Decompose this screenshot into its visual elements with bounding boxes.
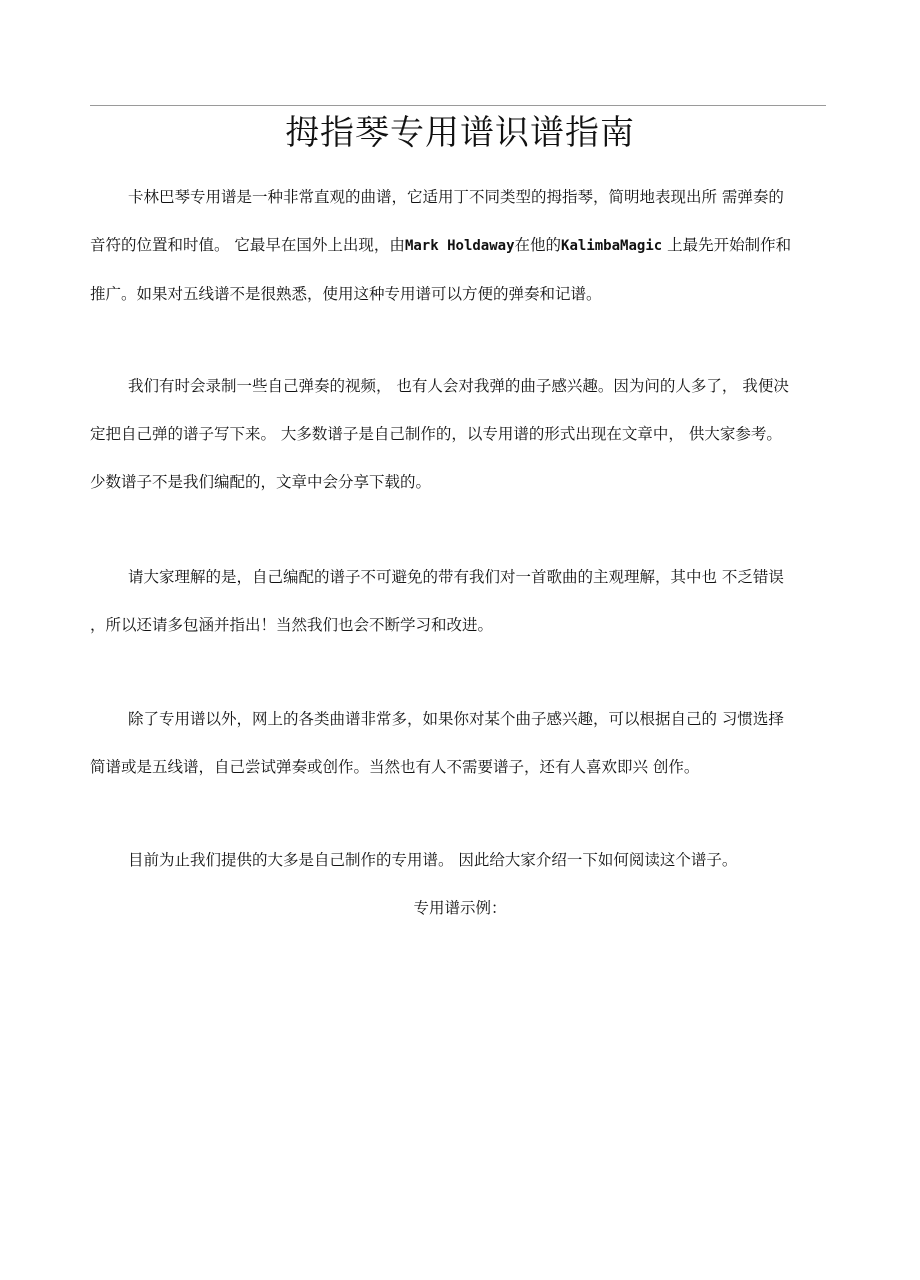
header-rule	[90, 105, 826, 106]
paragraph-line: 目前为止我们提供的大多是自己制作的专用谱。 因此给大家介绍一下如何阅读这个谱子。	[128, 851, 738, 869]
paragraph-line	[90, 221, 826, 270]
text-run: 上最先开始制作和	[662, 236, 792, 254]
paragraph-disclaimer	[90, 553, 826, 649]
document-title: 拇指琴专用谱识谱指南	[285, 113, 635, 153]
paragraph-line: 我们有时会录制一些自己弹奏的视频， 也有人会对我弹的曲子感兴趣。因为问的人多了， 我便决	[128, 377, 789, 395]
paragraph-line: 定把自己弹的谱子写下来。 大多数谱子是自己制作的，以专用谱的形式出现在文章中， 供大家参考。	[90, 425, 782, 443]
text-run: 在他的	[514, 236, 562, 254]
text-run: 音符的位置和时值。 它最早在国外上出现，由	[90, 236, 405, 254]
paragraph-recordings	[90, 362, 826, 506]
paragraph-line: 少数谱子不是我们编配的，文章中会分享下载的。	[90, 473, 432, 491]
paragraph-line: ，所以还请多包涵并指出！当然我们也会不断学习和改进。	[90, 616, 494, 634]
paragraph-other-scores	[90, 695, 826, 791]
paragraph-line: 卡林巴琴专用谱是一种非常直观的曲谱，它适用丁不同类型的拇指琴，简明地表现出所 需弹奏的	[128, 188, 784, 206]
paragraph-intro	[90, 173, 826, 318]
paragraph-line: 除了专用谱以外，网上的各类曲谱非常多，如果你对某个曲子感兴趣，可以根据自己的 习惯选择	[128, 710, 784, 728]
site-name: KalimbaMagic	[561, 238, 663, 254]
paragraph-reading-intro	[90, 836, 826, 884]
author-name: Mark Holdaway	[404, 238, 515, 254]
paragraph-line: 请大家理解的是，自己编配的谱子不可避免的带有我们对一首歌曲的主观理解，其中也 不乏错误	[128, 568, 784, 586]
paragraph-line: 推广。如果对五线谱不是很熟悉，使用这种专用谱可以方便的弹奏和记谱。	[90, 285, 602, 303]
paragraph-line: 简谱或是五线谱，自己尝试弹奏或创作。当然也有人不需要谱子，还有人喜欢即兴 创作。	[90, 758, 700, 776]
example-caption: 专用谱示例：	[413, 899, 507, 917]
